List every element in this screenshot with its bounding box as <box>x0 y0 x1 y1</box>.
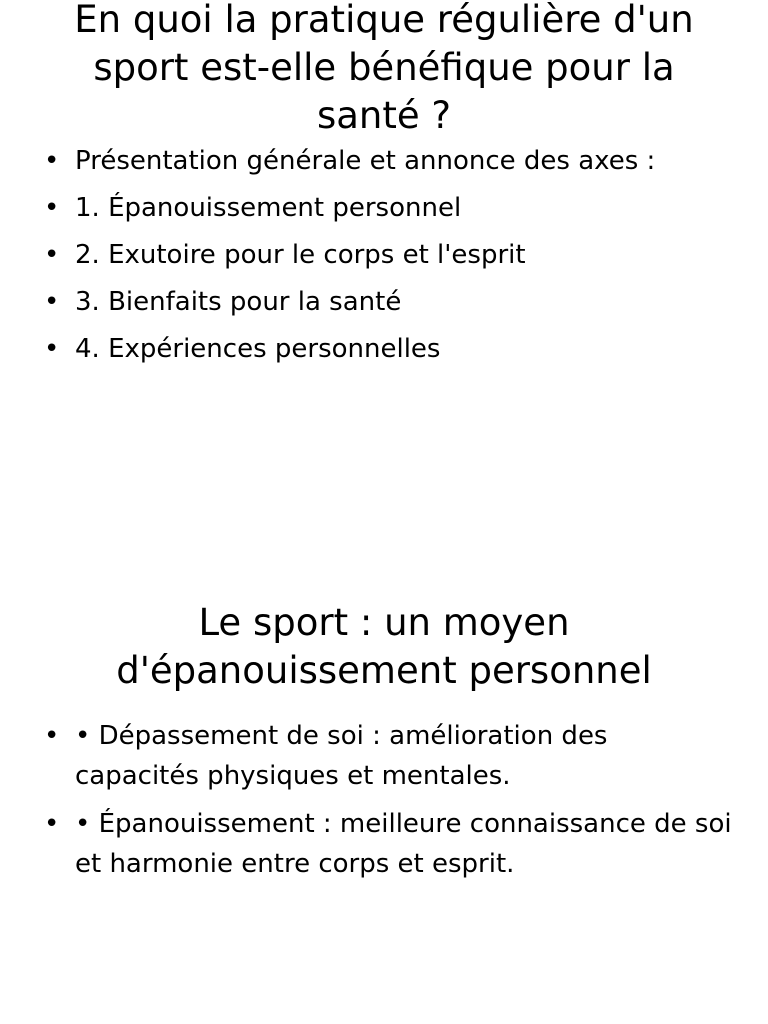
bullet-item: • 2. Exutoire pour le corps et l'esprit <box>44 236 734 275</box>
slide-1-title: En quoi la pratique régulière d'un sport est-elle bénéfique pour la santé ? <box>74 0 694 137</box>
bullet-item: • Présentation générale et annonce des axes : <box>44 142 734 181</box>
bullet-item: • • Épanouissement : meilleure connaissance de soi et harmonie entre corps et esprit. <box>44 804 734 884</box>
slide-2-title: Le sport : un moyen d'épanouissement personnel <box>116 601 652 692</box>
bullet-item: • 3. Bienfaits pour la santé <box>44 283 734 322</box>
slide-2-bullet-list <box>44 716 734 892</box>
bullet-item: • • Dépassement de soi : amélioration des capacités physiques et mentales. <box>44 716 734 796</box>
bullet-item: • 1. Épanouissement personnel <box>44 189 734 228</box>
slide-2 <box>0 512 768 1024</box>
bullet-item: • 4. Expériences personnelles <box>44 330 734 369</box>
slide-1-bullet-list <box>44 142 734 377</box>
